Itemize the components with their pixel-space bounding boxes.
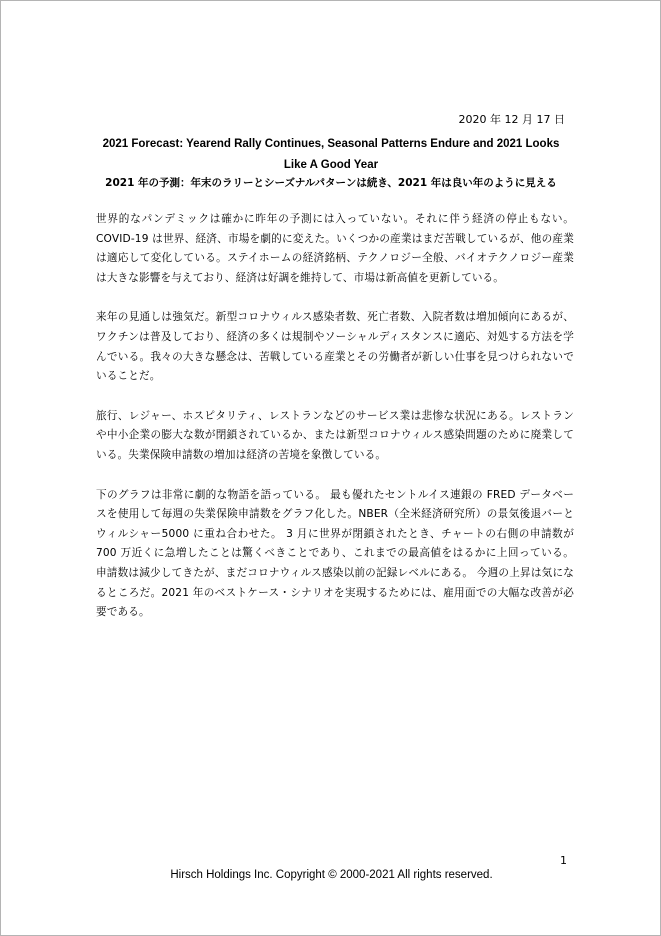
title-english: 2021 Forecast: Yearend Rally Continues, Seasonal Patterns Endure and 2021 Looks Like A Good Year <box>102 138 560 171</box>
body-text <box>96 210 574 643</box>
page-number: 1 <box>560 854 567 867</box>
footer-copyright: Hirsch Holdings Inc. Copyright © 2000-2021 All rights reserved. <box>170 869 493 881</box>
paragraph-jobless-claims: 下のグラフは非常に劇的な物語を語っている。 最も優れたセントルイス連銀の FRED データベースを使用して毎週の失業保険申請数をグラフ化した。NBER（全米経済研究所）の景気後退バーとウィルシャー5000 に重ね合わせた。 3 月に世界が閉鎖されたとき、チャートの右側の申請数が 700 万近くに急増したことは驚くべきことであり、これまでの最高値をはるかに上回っている。 申請数は減少してきたが、まだコロナウィルス感染以前の記録レベルにある。 今週の上昇は気になるところだ。2021 年のベストケース・シナリオを実現するためには、雇用面での大幅な改善が必要である。 <box>96 488 574 619</box>
paragraph-service-industry: 旅行、レジャー、ホスピタリティ、レストランなどのサービス業は悲惨な状況にある。レストランや中小企業の膨大な数が閉鎖されているか、または新型コロナウィルス感染問題のために廃業している。失業保険申請数の増加は経済の苦境を象徴している。 <box>96 409 574 461</box>
title-japanese: 2021 年の予測：年末のラリーとシーズナルパターンは続き、2021 年は良い年のように見える <box>105 177 557 189</box>
paragraph-pandemic: 世界的なパンデミックは確かに昨年の予測には入っていない。それに伴う経済の停止もない。COVID-19 は世界、経済、市場を劇的に変えた。いくつかの産業はまだ苦戦しているが、他の産業は適応して変化している。ステイホームの経済銘柄、テクノロジー全般、バイオテクノロジー産業は大きな影響を与えており、経済は好調を維持して、市場は新高値を更新している。 <box>96 213 574 284</box>
paragraph-outlook: 来年の見通しは強気だ。新型コロナウィルス感染者数、死亡者数、入院者数は増加傾向にあるが、ワクチンは普及しており、経済の多くは規制やソーシャルディスタンスに適応、対処する方法を学んでいる。我々の大きな懸念は、苦戦している産業とその労働者が新しい仕事を見つけられないでいることだ。 <box>96 311 574 383</box>
document-date: 2020 年 12 月 17 日 <box>458 113 565 126</box>
